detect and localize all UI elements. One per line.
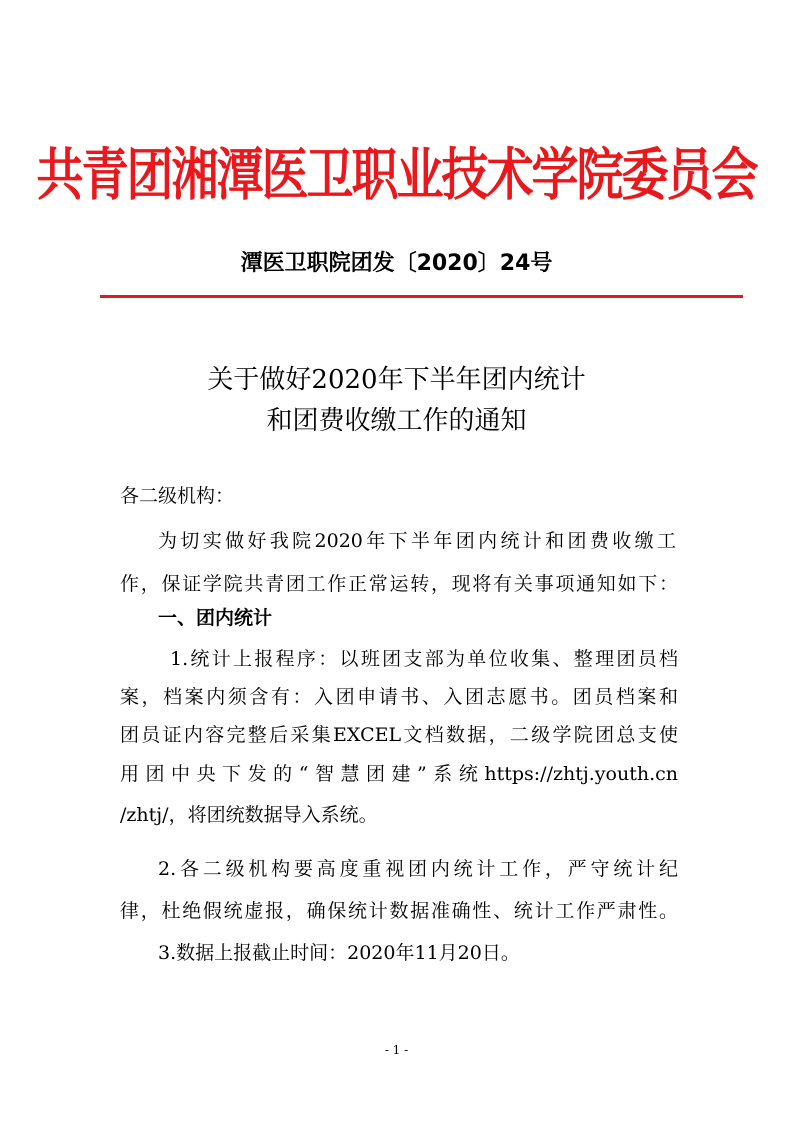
- item-1-line-1: 1.统计上报程序：以班团支部为单位收集、整理团员档: [170, 648, 678, 670]
- intro-line-2: 作，保证学院共青团工作正常运转，现将有关事项通知如下：: [120, 573, 678, 595]
- notice-title: [0, 360, 793, 442]
- section-1-heading: 一、团内统计: [158, 607, 273, 629]
- red-divider-line: [100, 295, 743, 298]
- document-number: 潭医卫职院团发〔2020〕24号: [240, 251, 553, 276]
- item-1-line-3: 团员证内容完整后采集EXCEL文档数据，二级学院团总支使: [120, 724, 678, 746]
- page-number: - 1 -: [384, 1043, 409, 1057]
- salutation: 各二级机构：: [120, 485, 235, 507]
- org-name-header: 共青团湘潭医卫职业技术学院委员会: [36, 142, 757, 209]
- item-2-line-2: 律，杜绝假统虚报，确保统计数据准确性、统计工作严肃性。: [120, 900, 678, 922]
- item-2-line-1: 2.各二级机构要高度重视团内统计工作，严守统计纪: [158, 858, 678, 880]
- notice-title-line-1: 关于做好2020年下半年团内统计: [207, 365, 586, 395]
- intro-line-1: 为切实做好我院2020年下半年团内统计和团费收缴工: [158, 530, 676, 552]
- notice-title-line-2: 和团费收缴工作的通知: [266, 406, 527, 436]
- item-1-line-4: 用团中央下发的“智慧团建”系统https://zhtj.youth.cn: [120, 763, 678, 785]
- item-1-line-2: 案，档案内须含有：入团申请书、入团志愿书。团员档案和: [120, 686, 678, 708]
- item-3-line-1: 3.数据上报截止时间：2020年11月20日。: [158, 942, 520, 964]
- item-1-line-5: /zhtj/，将团统数据导入系统。: [120, 804, 378, 826]
